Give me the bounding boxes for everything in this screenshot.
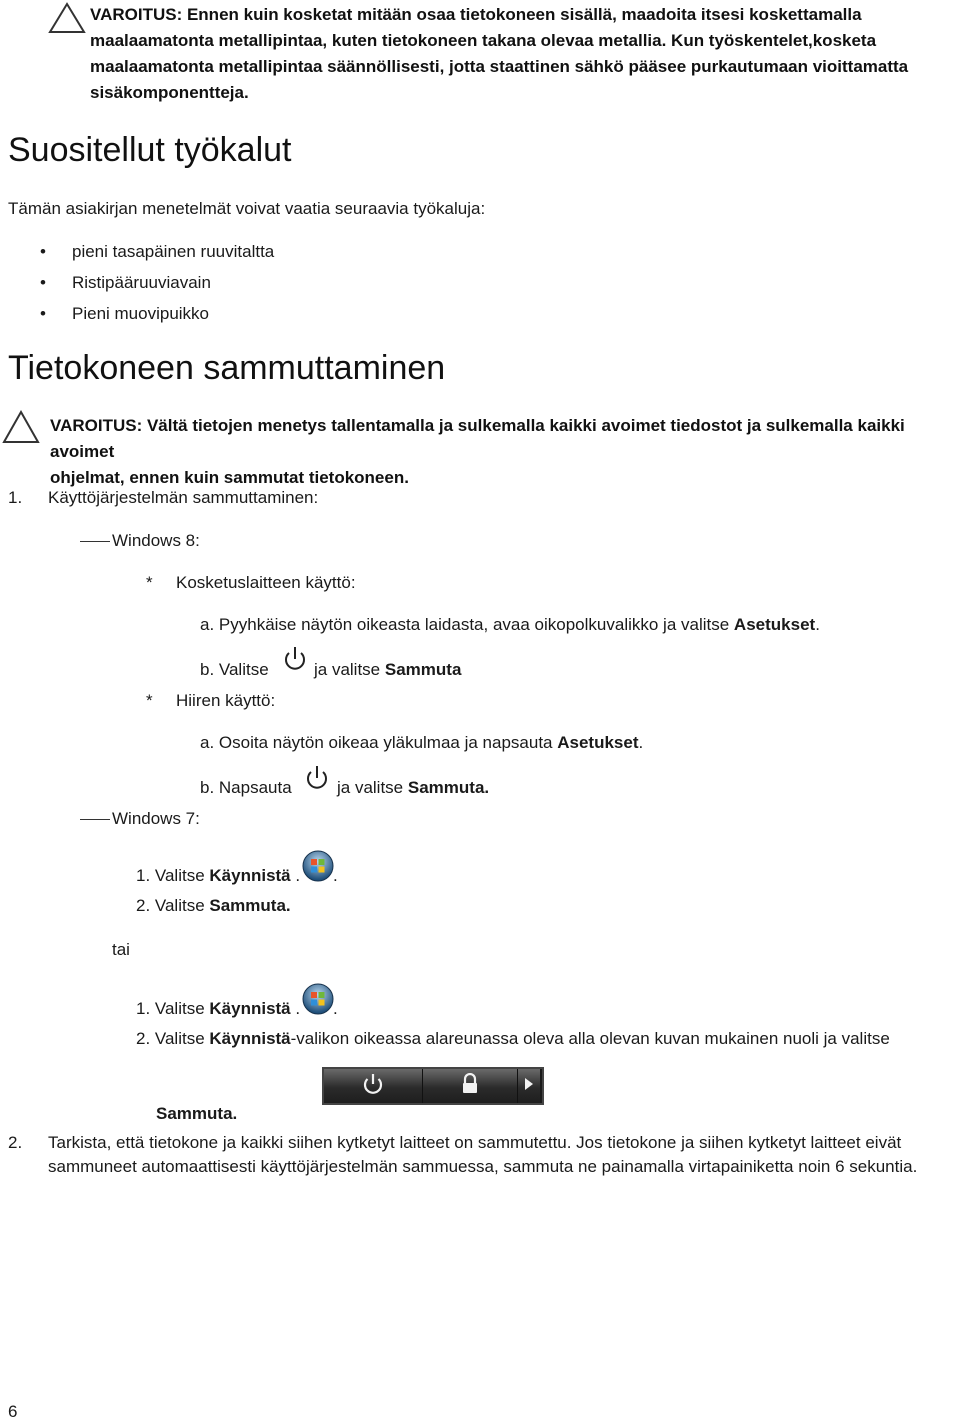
text: 2. Valitse — [136, 896, 210, 915]
w7-step-2 — [136, 894, 291, 918]
tool-item: pieni tasapäinen ruuvitaltta — [72, 242, 275, 261]
warning-top-line: sisäkomponentteja. — [90, 83, 249, 102]
arrow-right-icon — [524, 1077, 534, 1095]
alt-step-1 — [136, 997, 300, 1021]
warning-shutdown — [50, 413, 955, 491]
shutdown-bar-image — [322, 1067, 544, 1105]
dash-marker — [80, 819, 110, 820]
text: a. Osoita näytön oikeaa yläkulmaa ja napsauta — [200, 733, 558, 752]
page-number: 6 — [8, 1402, 18, 1421]
step2-number: 2. — [8, 1133, 23, 1152]
step1-text: Käyttöjärjestelmän sammuttaminen: — [48, 488, 319, 507]
section-heading-tools: Suositellut työkalut — [8, 131, 292, 169]
win8-label: Windows 8: — [112, 531, 200, 550]
alt-step-2-last: Sammuta. — [156, 1104, 238, 1123]
alt-step-2 — [136, 1027, 890, 1051]
tools-intro: Tämän asiakirjan menetelmät voivat vaatia seuraavia työkaluja: — [8, 199, 486, 218]
shutdown-segment — [324, 1069, 423, 1103]
settings-term: Asetukset — [557, 733, 639, 752]
start-term: Käynnistä — [209, 999, 291, 1018]
star-marker: * — [146, 691, 153, 710]
warning-top-line: maalaamatonta metallipintaa, kuten tietokoneen takana olevaa metallia. Kun työskentelet,kosketa — [90, 31, 877, 50]
mouse-step-b-pre: b. Napsauta — [200, 778, 292, 797]
text: a. Pyyhkäise näytön oikeasta laidasta, avaa oikopolkuvalikko ja valitse — [200, 615, 734, 634]
tool-item: Pieni muovipuikko — [72, 304, 210, 323]
warning-top-line: VAROITUS: Ennen kuin kosketat mitään osaa tietokoneen sisällä, maadoita itsesi koskettamalla — [90, 5, 862, 24]
windows-start-orb-icon — [302, 850, 334, 887]
warning-icon — [48, 2, 86, 34]
warning-icon — [2, 410, 40, 444]
power-icon — [361, 1072, 385, 1101]
power-icon — [304, 764, 330, 797]
mouse-label: Hiiren käyttö: — [176, 691, 276, 710]
win7-label: Windows 7: — [112, 809, 200, 828]
warning-shutdown-line: ohjelmat, ennen kuin sammutat tietokoneen. — [50, 468, 409, 487]
bullet: • — [40, 304, 46, 323]
power-icon — [282, 645, 308, 678]
mouse-step-b-post — [337, 776, 489, 800]
step1-number: 1. — [8, 488, 23, 507]
touch-step-a — [200, 613, 820, 637]
or-label: tai — [112, 940, 130, 959]
list-item — [40, 271, 211, 302]
start-term: Käynnistä — [209, 866, 291, 885]
text: ja valitse — [337, 778, 408, 797]
text: . — [638, 733, 644, 752]
tool-item: Ristipääruuviavain — [72, 273, 211, 292]
warning-top-line: maalaamatonta metallipintaa säännöllisesti, jotta staattinen sähkö pääsee purkautumaan vioittamatta — [90, 57, 909, 76]
settings-term: Asetukset — [733, 615, 816, 634]
touch-step-b-pre: b. Valitse — [200, 660, 269, 679]
shutdown-term: Sammuta. — [209, 896, 291, 915]
tools-list — [40, 240, 275, 333]
bullet: • — [40, 273, 46, 292]
list-item — [40, 240, 275, 271]
star-marker: * — [146, 573, 153, 592]
text: -valikon oikeassa alareunassa oleva alla olevan kuvan mukainen nuoli ja valitse — [290, 1029, 890, 1048]
step2-line: Tarkista, että tietokone ja kaikki siihen kytketyt laitteet on sammutettu. Jos tietokone ja siihen kytketyt laitteet eivät — [48, 1133, 902, 1152]
bullet: • — [40, 242, 46, 261]
arrow-segment — [518, 1069, 540, 1103]
lock-segment — [423, 1069, 518, 1103]
text: 2. Valitse — [136, 1029, 210, 1048]
text: . — [290, 999, 301, 1018]
w7-step-1 — [136, 864, 300, 888]
warning-shutdown-line: VAROITUS: Vältä tietojen menetys tallentamalla ja sulkemalla kaikki avoimet tiedostot ja sulkemalla kaikki avoimet — [50, 416, 905, 461]
list-item — [40, 302, 210, 333]
mouse-step-a — [200, 731, 643, 755]
text: 1. Valitse — [136, 866, 210, 885]
w7-step-1-end: . — [333, 866, 338, 885]
touch-step-b-post — [314, 658, 461, 682]
dash-marker — [80, 541, 110, 542]
text: . — [815, 615, 820, 634]
shutdown-term: Sammuta — [384, 660, 462, 679]
shutdown-term: Sammuta. — [407, 778, 490, 797]
step2-text — [48, 1131, 917, 1179]
alt-step-1-end: . — [333, 999, 338, 1018]
windows-start-orb-icon — [302, 983, 334, 1020]
lock-icon — [460, 1073, 480, 1100]
touch-label: Kosketuslaitteen käyttö: — [176, 573, 356, 592]
section-heading-shutdown: Tietokoneen sammuttaminen — [8, 349, 446, 387]
start-term: Käynnistä — [209, 1029, 291, 1048]
step2-line: sammuneet automaattisesti käyttöjärjestelmän sammuessa, sammuta ne painamalla virtapainiketta noin 6 sekuntia. — [48, 1157, 918, 1176]
text: ja valitse — [314, 660, 385, 679]
warning-top — [90, 2, 950, 106]
text: 1. Valitse — [136, 999, 210, 1018]
text: . — [290, 866, 301, 885]
